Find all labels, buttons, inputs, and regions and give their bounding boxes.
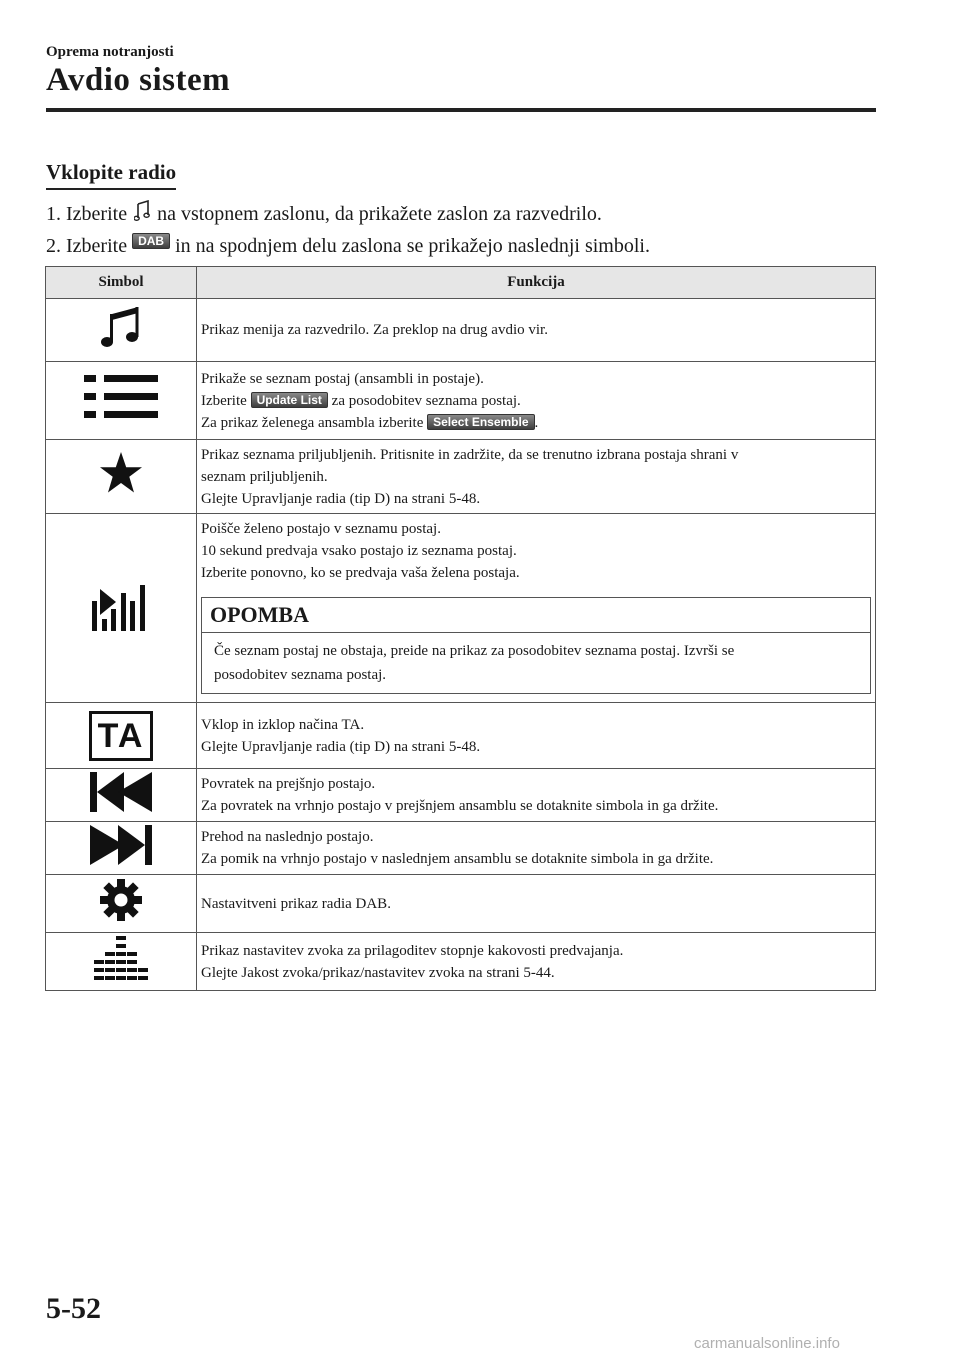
ta-icon[interactable]: TA [89,711,154,761]
sound-settings-icon[interactable] [93,936,149,980]
column-header-function: Funkcija [197,267,876,299]
step-2 [46,231,650,261]
function-text: Izberite [201,392,247,409]
select-ensemble-button[interactable]: Select Ensemble [427,414,534,430]
header-divider [46,108,876,112]
function-text: Povratek na prejšnjo postajo. [201,776,376,792]
table-row [46,769,876,822]
function-text: Prikaz nastavitev zvoka za prilagoditev stopnje kakovosti predvajanja. [201,942,624,959]
function-cell [197,440,876,514]
function-cell [197,362,876,440]
function-text: Za prikaz želenega ansambla izberite [201,414,424,431]
function-text: Glejte Jakost zvoka/prikaz/nastavitev zvoka na strani 5-44. [201,964,555,981]
note-title: OPOMBA [202,598,870,633]
music-note-icon [134,200,150,231]
previous-track-icon[interactable] [90,772,152,812]
function-cell [197,703,876,769]
function-text: . [534,414,539,431]
function-text: Za povratek na vrhnjo postajo v prejšnjem ansamblu se dotaknite simbola in ga držite. [201,798,719,814]
symbol-cell [46,769,197,822]
symbol-cell [46,440,197,514]
table-row [46,875,876,933]
symbol-cell [46,822,197,875]
steps-list [46,199,650,261]
symbol-cell [46,933,197,991]
step-number: 1. [46,203,61,225]
function-cell [197,933,876,991]
function-text: Glejte Upravljanje radia (tip D) na strani 5-48. [201,738,481,755]
step-text: in na spodnjem delu zaslona se prikažejo naslednji simboli. [175,234,650,257]
section-title: Vklopite radio [46,160,176,190]
function-line [201,412,871,434]
function-text: Prikaže se seznam postaj (ansambli in postaje). [201,370,484,387]
chapter-label: Oprema notranjosti [46,44,174,60]
function-cell [197,875,876,933]
function-text: Nastavitveni prikaz radia DAB. [201,895,391,912]
next-track-icon[interactable] [90,825,152,865]
note-text [202,633,870,693]
function-text: Vklop in izklop načina TA. [201,716,365,733]
function-cell [197,769,876,822]
column-header-symbol: Simbol [46,267,197,299]
symbol-cell [46,875,197,933]
list-icon[interactable] [84,375,158,419]
scan-icon[interactable] [92,579,150,631]
step-text: na vstopnem zaslonu, da prikažete zaslon za razvedrilo. [157,203,602,225]
function-text: seznam priljubljenih. [201,468,328,485]
symbol-cell [46,299,197,362]
symbol-table [45,266,876,991]
table-row [46,933,876,991]
step-number: 2. [46,234,61,257]
function-text: 10 sekund predvaja vsako postajo iz seznama postaj. [201,542,517,559]
step-1 [46,199,650,231]
step-text: Izberite [66,203,128,225]
function-text: Prikaz seznama priljubljenih. Pritisnite in zadržite, da se trenutno izbrana postaja shrani v [201,446,739,463]
function-text: Prikaz menija za razvedrilo. Za preklop na drug avdio vir. [201,322,548,338]
symbol-cell [46,703,197,769]
star-icon[interactable] [99,452,143,494]
table-row [46,703,876,769]
function-cell [197,514,876,703]
symbol-cell [46,362,197,440]
function-line [201,390,871,412]
function-text: Glejte Upravljanje radia (tip D) na strani 5-48. [201,490,481,507]
music-note-icon[interactable] [101,304,141,350]
note-line: posodobitev seznama postaj. [214,666,387,683]
function-text: za posodobitev seznama postaj. [331,392,521,409]
watermark[interactable]: carmanualsonline.info [694,1335,840,1352]
function-text: Za pomik na vrhnjo postajo v naslednjem ansamblu se dotaknite simbola in ga držite. [201,851,714,867]
table-row [46,822,876,875]
table-row [46,362,876,440]
table-row [46,299,876,362]
function-text: Prehod na naslednjo postajo. [201,829,374,845]
step-text: Izberite [66,234,128,257]
update-list-button[interactable]: Update List [251,392,328,408]
dab-button[interactable]: DAB [132,233,170,249]
page-title: Avdio sistem [46,62,231,98]
note-box [201,597,871,694]
function-cell [197,299,876,362]
table-header-row [46,267,876,299]
function-cell [197,822,876,875]
function-text: Izberite ponovno, ko se predvaja vaša želena postaja. [201,564,520,581]
page-number: 5-52 [46,1292,101,1325]
function-text: Poišče želeno postajo v seznamu postaj. [201,520,441,537]
table-row [46,514,876,703]
table-row [46,440,876,514]
note-line: Če seznam postaj ne obstaja, preide na prikaz za posodobitev seznama postaj. Izvrši se [214,642,735,659]
gear-icon[interactable] [99,878,143,922]
symbol-cell [46,514,197,703]
